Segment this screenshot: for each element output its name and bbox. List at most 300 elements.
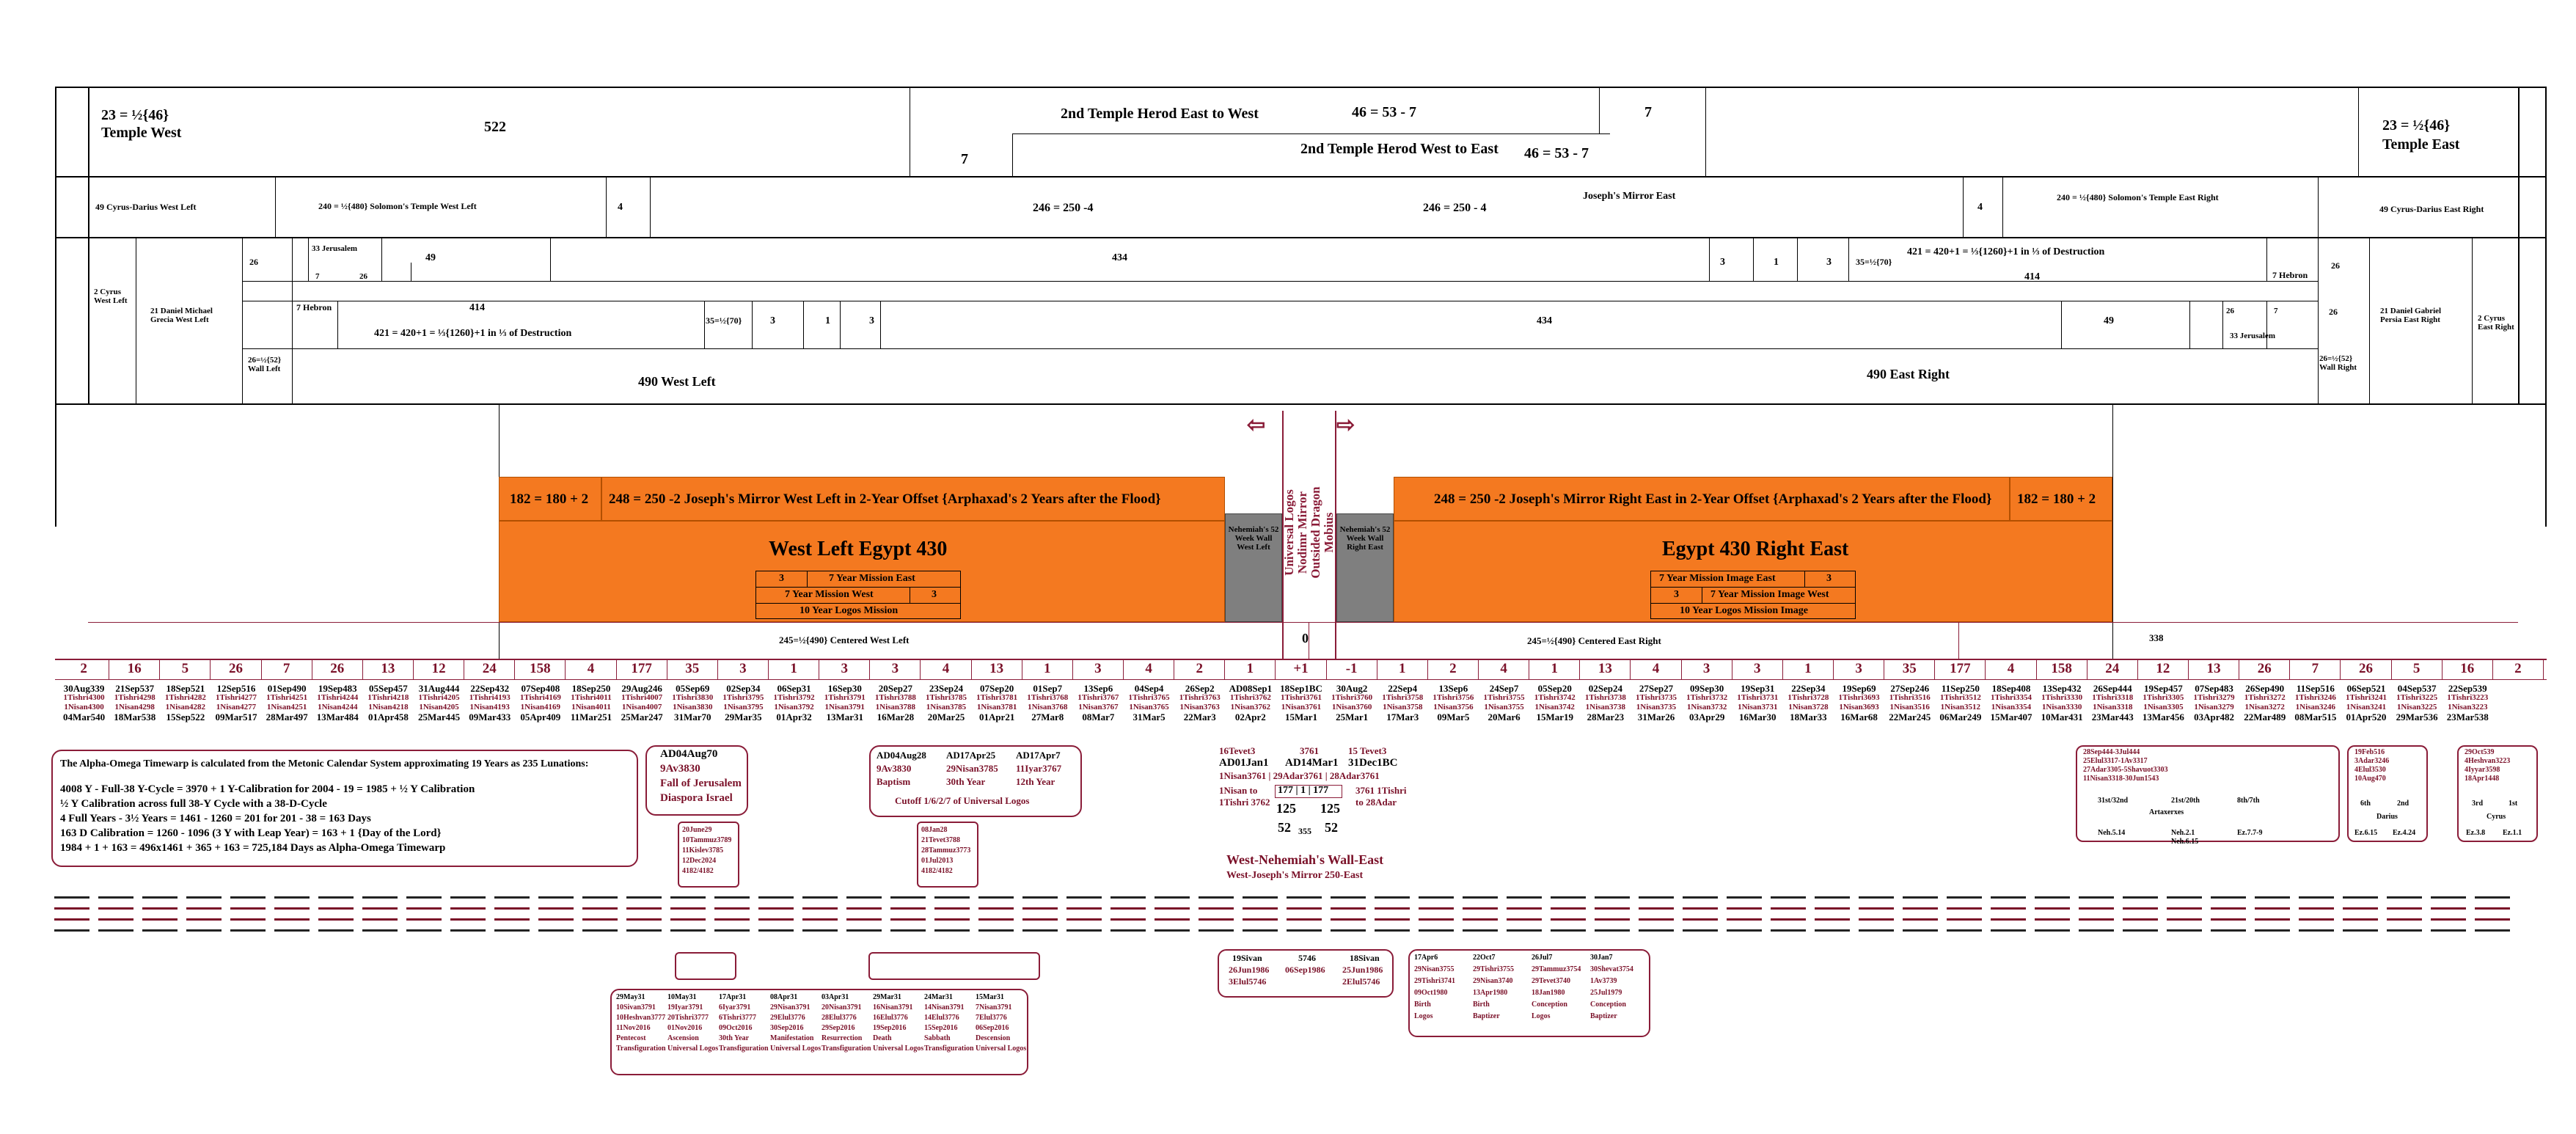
date-column: [1022, 684, 1073, 722]
date-strip-mark: [1595, 929, 1630, 932]
r3-7-a: 7: [315, 272, 320, 281]
darius-year: 6th: [2360, 800, 2371, 808]
date-column: [718, 684, 769, 722]
date-strip-mark: [186, 929, 222, 932]
date-line: 11Sep516: [2296, 683, 2335, 694]
r3-hebron-right: 7 Hebron: [2272, 270, 2308, 280]
date-strip-mark: [538, 907, 574, 910]
r3-490-west: 490 West Left: [638, 374, 716, 389]
date-strip-mark: [1683, 929, 1718, 932]
date-column: [1783, 684, 1834, 722]
artaxerxes-year: 31st/32nd: [2098, 797, 2129, 805]
top-herod-line: [1012, 133, 1610, 134]
mr-image-west: 7 Year Mission Image West: [1710, 589, 1829, 600]
date-line: 1Tishri3742: [1534, 693, 1576, 702]
birth-line: 29Nisan3755: [1414, 965, 1455, 973]
date-line: 25Mar445: [418, 712, 461, 723]
count-cell: 4: [1479, 659, 1529, 679]
r2-246-left: 246 = 250 -4: [1033, 202, 1094, 214]
baptism-c1-0: AD04Aug28: [877, 750, 926, 761]
date-line: 16Sep30: [827, 683, 862, 694]
date-line: 29Mar35: [725, 712, 762, 723]
r3-div-0: [308, 237, 309, 281]
baptism-c1-1: 9Av3830: [877, 763, 912, 774]
artaxerxes-line: 11Nisan3318-30Jun1543: [2083, 775, 2159, 783]
date-column: [312, 684, 363, 722]
baptism-foot: Cutoff 1/6/2/7 of Universal Logos: [895, 795, 1030, 806]
fall-sub-line: 12Dec2024: [682, 857, 717, 865]
pentecost-line: Transfiguration: [924, 1045, 974, 1053]
date-line: 05Apr409: [520, 712, 561, 723]
date-line: 1Nisan3742: [1534, 703, 1575, 712]
birth-line: 09Oct1980: [1414, 989, 1448, 997]
date-line: 31Mar26: [1637, 712, 1675, 723]
date-column: [2138, 684, 2189, 722]
date-strip-mark: [1022, 918, 1058, 921]
date-line: 1Tishri3785: [925, 693, 967, 702]
r3-3-a: 3: [1720, 257, 1725, 268]
sivan-line: 26Jun1986: [1229, 965, 1270, 975]
date-line: 1Tishri4169: [519, 693, 561, 702]
date-strip-mark: [1595, 896, 1630, 899]
date-strip-mark: [1331, 918, 1366, 921]
r3-434-a: 434: [1112, 252, 1127, 263]
date-line: 1Nisan4298: [114, 703, 155, 712]
pentecost-line: 29Nisan3791: [770, 1003, 811, 1012]
date-line: 1Tishri3223: [2447, 693, 2489, 702]
count-cell: 5: [160, 659, 211, 679]
pentecost-line: Death: [873, 1034, 892, 1042]
r3-destruction-left: 421 = 420+1 = ⅓{1260}+1 in ⅓ of Destruction: [374, 328, 572, 339]
date-strip-mark: [1110, 918, 1146, 921]
date-strip-mark: [2211, 896, 2246, 899]
count-cell: 3: [870, 659, 921, 679]
date-line: 1Tishri3732: [1686, 693, 1728, 702]
date-strip-mark: [802, 929, 838, 932]
info-line6: 1984 + 1 + 163 = 496x1461 + 365 + 163 = 725,184 Days as Alpha-Omega Timewarp: [60, 842, 446, 854]
date-column: [921, 684, 971, 722]
date-strip-mark: [802, 896, 838, 899]
date-line: 1Nisan3693: [1839, 703, 1879, 712]
date-strip-mark: [1287, 896, 1322, 899]
date-strip-mark: [626, 918, 662, 921]
pentecost-line: 15Sep2016: [924, 1024, 958, 1032]
date-strip-mark: [978, 918, 1014, 921]
cb-r6b: 355: [1298, 826, 1311, 836]
date-line: 1Nisan3758: [1383, 703, 1423, 712]
pentecost-line: 29May31: [616, 993, 645, 1001]
date-strip-mark: [1419, 929, 1454, 932]
date-line: 08Mar515: [2294, 712, 2337, 723]
date-line: 1Nisan4007: [621, 703, 662, 712]
date-line: 1Tishri3246: [2294, 693, 2336, 702]
birth-line: 29Nisan3740: [1473, 977, 1513, 985]
count-cell: 2: [1428, 659, 1479, 679]
date-line: 1Tishri3830: [672, 693, 714, 702]
baptism-c3-1: 11Iyar3767: [1016, 763, 1062, 774]
date-line: 02Sep24: [1588, 683, 1622, 694]
pentecost-line: Universal Logos: [873, 1045, 924, 1053]
date-strip-mark: [1903, 929, 1938, 932]
date-strip-mark: [2475, 918, 2510, 921]
mid-centered-east: 245=½{490} Centered East Right: [1527, 635, 1661, 646]
date-strip-mark: [978, 929, 1014, 932]
r3-490-east: 490 East Right: [1867, 367, 1950, 381]
date-line: 1Tishri4007: [621, 693, 663, 702]
r2-246-right: 246 = 250 - 4: [1423, 202, 1487, 214]
date-strip-mark: [582, 896, 618, 899]
date-line: 1Tishri3241: [2345, 693, 2387, 702]
date-strip-mark: [1903, 896, 1938, 899]
info-line1: The Alpha-Omega Timewarp is calculated from the Metonic Calendar System approximating 19 Years as 235 Lunations:: [60, 758, 589, 769]
date-line: 04Mar540: [63, 712, 106, 723]
count-cell: 7: [262, 659, 312, 679]
date-line: 1Nisan4251: [266, 703, 307, 712]
mid-row-line: [88, 622, 2518, 623]
date-column: [1073, 684, 1124, 722]
mr-3b: 3: [1674, 589, 1679, 600]
date-line: 18Sep521: [166, 683, 205, 694]
date-line: 1Nisan3761: [1281, 703, 1322, 712]
count-cell: 4: [921, 659, 971, 679]
ml-logos: 10 Year Logos Mission: [799, 605, 899, 616]
date-line: 13Sep432: [2042, 683, 2082, 694]
date-line: 1Tishri3763: [1179, 693, 1221, 702]
date-strip-mark: [230, 907, 266, 910]
date-line: 1Tishri3305: [2143, 693, 2184, 702]
cb-r4c: 3761 1Tishri to 28Adar: [1355, 785, 1407, 808]
date-column: [1631, 684, 1681, 722]
count-cell: 13: [1580, 659, 1631, 679]
date-line: 19Sep483: [318, 683, 357, 694]
r3-3-b: 3: [1826, 257, 1832, 268]
date-line: 25Mar1: [1336, 712, 1369, 723]
date-strip-mark: [1331, 929, 1366, 932]
date-strip-mark: [1110, 907, 1146, 910]
count-cell: 3: [1073, 659, 1124, 679]
date-line: 1Nisan4205: [419, 703, 459, 712]
count-cell: 16: [109, 659, 160, 679]
date-strip-mark: [758, 896, 794, 899]
birth-line: Baptizer: [1590, 1012, 1617, 1020]
mid-338: 338: [2149, 632, 2164, 643]
pentecost-line: 17Apr31: [719, 993, 747, 1001]
frame-inner-right: [2518, 87, 2520, 403]
fall-l1: AD04Aug70: [660, 748, 718, 760]
r2-four-b: 4: [1977, 202, 1983, 213]
date-strip-mark: [2211, 907, 2246, 910]
date-line: 13Sep6: [1438, 683, 1468, 694]
date-line: 1Tishri4218: [367, 693, 409, 702]
darius-year: 2nd: [2397, 800, 2409, 808]
cyrus-ref: Ez.1.1: [2503, 829, 2522, 837]
date-strip-mark: [98, 907, 133, 910]
pentecost-line: Universal Logos: [770, 1045, 822, 1053]
pentecost-top-box-1: [675, 952, 736, 980]
date-line: 13Mar31: [826, 712, 863, 723]
top-right-label: Temple East: [2382, 136, 2460, 153]
date-strip-mark: [274, 907, 310, 910]
date-strip-mark: [1947, 896, 1982, 899]
date-strip-mark: [1287, 918, 1322, 921]
sivan-line: 06Sep1986: [1285, 965, 1325, 975]
date-column: [1225, 684, 1276, 722]
date-line: 1Nisan4011: [571, 703, 611, 712]
date-strip-mark: [758, 929, 794, 932]
date-strip-mark: [582, 918, 618, 921]
r3-h1: [242, 281, 2318, 282]
date-strip-mark: [670, 918, 706, 921]
pentecost-line: 14Nisan3791: [924, 1003, 965, 1012]
date-line: 07Sep20: [980, 683, 1014, 694]
date-line: 30Aug339: [63, 683, 105, 694]
date-strip-mark: [1991, 907, 2026, 910]
frame-row2-bottom: [55, 237, 2547, 238]
count-cell: 3: [1732, 659, 1783, 679]
date-line: 23Mar443: [2091, 712, 2134, 723]
cb-r3: 1Nisan3761 | 29Adar3761 | 28Adar3761: [1219, 770, 1380, 781]
cb-r1c: 15 Tevet3: [1348, 745, 1387, 756]
date-column: [160, 684, 211, 722]
date-strip-mark: [450, 918, 486, 921]
date-line: 1Nisan3272: [2244, 703, 2285, 712]
date-column: [2087, 684, 2138, 722]
count-row-bottom: [55, 679, 2547, 680]
count-cell: 4: [1631, 659, 1681, 679]
date-strip-mark: [2299, 929, 2334, 932]
r2-div-f: [2318, 176, 2319, 237]
r2-div-b: [606, 176, 607, 237]
mid-left-248: 248 = 250 -2 Joseph's Mirror West Left in 2-Year Offset {Arphaxad's 2 Years after the Flood}: [609, 491, 1161, 507]
date-column: [1682, 684, 1732, 722]
top-div-3: [2358, 87, 2359, 176]
sivan-line: 3Elul5746: [1229, 976, 1267, 987]
date-line: 1Nisan3788: [875, 703, 916, 712]
date-line: 1Tishri3354: [1990, 693, 2032, 702]
date-strip-mark: [1639, 929, 1674, 932]
pentecost-line: Sabbath: [924, 1034, 951, 1042]
birth-line: Logos: [1414, 1012, 1433, 1020]
baptism-c3-2: 12th Year: [1016, 776, 1055, 787]
date-strip-mark: [362, 918, 398, 921]
mid-nehemiah-right: Nehemiah's 52 Week Wall Right East: [1339, 525, 1391, 552]
date-line: 1Tishri4205: [418, 693, 460, 702]
date-strip-mark: [2167, 929, 2202, 932]
date-line: 16Mar30: [1739, 712, 1777, 723]
cb-r2b: AD14Mar1: [1285, 757, 1339, 769]
pentecost-top-box-2: [868, 952, 1040, 980]
date-strip-mark: [1991, 929, 2026, 932]
pentecost-line: Universal Logos: [667, 1045, 719, 1053]
date-column: [667, 684, 718, 722]
date-strip-mark: [890, 918, 926, 921]
date-strip-mark: [1507, 929, 1542, 932]
date-line: 01Apr520: [2346, 712, 2387, 723]
date-strip-mark: [1066, 918, 1102, 921]
info-line3: ½ Y Calibration across full 38-Y Cycle with a 38-D-Cycle: [60, 798, 327, 810]
cb-r1b: 3761: [1300, 745, 1319, 756]
date-line: 1Nisan3279: [2194, 703, 2234, 712]
date-strip-mark: [890, 907, 926, 910]
date-line: 04Sep537: [2397, 683, 2437, 694]
cb-r4b: 177 | 1 | 177: [1278, 785, 1329, 796]
date-strip-mark: [538, 929, 574, 932]
pentecost-line: 6Tishri3777: [719, 1014, 756, 1022]
frame-left: [55, 87, 56, 527]
date-line: 29Mar536: [2396, 712, 2438, 723]
date-line: 1Nisan3795: [723, 703, 764, 712]
date-line: 20Mar6: [1488, 712, 1521, 723]
info-line2: 4008 Y - Full-38 Y-Cycle = 3970 + 1 Y-Calibration for 2004 - 19 = 1985 + ½ Y Calibration: [60, 783, 475, 795]
mid-arrow-right: ⇨: [1336, 413, 1355, 437]
darius-line: 10Aug470: [2354, 775, 2386, 783]
date-line: 30Aug2: [1336, 683, 1368, 694]
date-column: [769, 684, 819, 722]
pentecost-line: 11Nov2016: [616, 1024, 651, 1032]
date-column: [1529, 684, 1580, 722]
date-line: 15Mar19: [1536, 712, 1573, 723]
mid-center-vertical: Universal Logos Nodimr Mirror Outsided Dragon Mobius: [1282, 486, 1336, 579]
date-strip-mark: [1859, 929, 1894, 932]
date-strip-mark: [2035, 918, 2070, 921]
artaxerxes-ref: Neh.2.1: [2171, 829, 2195, 837]
date-strip-mark: [2343, 907, 2378, 910]
date-column: [464, 684, 515, 722]
top-herod-46-a: 46 = 53 - 7: [1352, 104, 1417, 120]
date-strip-mark: [1727, 907, 1762, 910]
pentecost-line: 7Elul3776: [976, 1014, 1007, 1022]
date-column: [819, 684, 870, 722]
r3-div-10: [337, 301, 338, 348]
date-line: 05Sep69: [676, 683, 710, 694]
count-cell: 7: [2290, 659, 2341, 679]
r3-frac35-a: 35=½{70}: [1856, 257, 1892, 267]
date-line: 1Tishri3788: [874, 693, 916, 702]
date-line: 09Mar433: [469, 712, 511, 723]
r3-26-b: 26: [359, 272, 367, 281]
date-line: 26Sep2: [1185, 683, 1215, 694]
count-cell: 13: [972, 659, 1022, 679]
r3-49-a: 49: [425, 252, 436, 263]
count-cell: 158: [2037, 659, 2087, 679]
date-line: 1Nisan3785: [926, 703, 967, 712]
r3-div-1: [381, 237, 382, 281]
date-line: 1Nisan3732: [1686, 703, 1727, 712]
count-cell: 26: [312, 659, 363, 679]
r3-26-c: 26: [2331, 260, 2340, 271]
birth-line: 25Jul1979: [1590, 989, 1622, 997]
date-strip-mark: [890, 896, 926, 899]
r3-div-9: [292, 301, 293, 348]
date-line: 1Tishri3330: [2041, 693, 2083, 702]
r3-div-3: [550, 237, 551, 281]
date-strip-mark: [802, 907, 838, 910]
date-line: 01Sep490: [267, 683, 307, 694]
date-strip-mark: [934, 896, 970, 899]
r3-daniel-right: 21 Daniel Gabriel Persia East Right: [2380, 307, 2442, 324]
date-line: 1Nisan3330: [2041, 703, 2082, 712]
date-strip-mark: [406, 907, 442, 910]
date-strip-mark: [1595, 918, 1630, 921]
birth-line: 18Jan1980: [1532, 989, 1565, 997]
r3-div-7: [1848, 237, 1849, 281]
count-cell: 13: [2189, 659, 2239, 679]
top-herod-vert: [1012, 133, 1013, 176]
date-strip-mark: [670, 929, 706, 932]
date-strip-mark: [1551, 907, 1586, 910]
fall-sub-line: 4182/4182: [682, 867, 714, 875]
r3-jerusalem-left: 33 Jerusalem: [312, 244, 358, 253]
top-herod-box: [1599, 87, 1600, 133]
r3-wall-left: 26=½{52} Wall Left: [248, 356, 282, 373]
date-line: 31Mar5: [1133, 712, 1166, 723]
pentecost-line: 03Apr31: [822, 993, 849, 1001]
date-strip-mark: [406, 896, 442, 899]
date-column: [617, 684, 667, 722]
date-strip-mark: [1551, 918, 1586, 921]
pentecost-line: 19Iyar3791: [667, 1003, 703, 1012]
fall-sub-line: 11Kislev3785: [682, 846, 724, 855]
date-strip-mark: [1243, 907, 1278, 910]
date-strip-mark: [2431, 896, 2466, 899]
date-strip-mark: [494, 896, 530, 899]
date-strip-mark: [2167, 896, 2202, 899]
date-strip-mark: [1595, 907, 1630, 910]
pentecost-line: 10Sivan3791: [616, 1003, 656, 1012]
date-strip-mark: [1639, 896, 1674, 899]
pentecost-line: 16Nisan3791: [873, 1003, 913, 1012]
fall-l4: Diaspora Israel: [660, 792, 733, 804]
pentecost-line: 7Nisan3791: [976, 1003, 1012, 1012]
date-line: 01Sep7: [1033, 683, 1063, 694]
date-line: 29Aug246: [621, 683, 662, 694]
birth-line: Baptizer: [1473, 1012, 1500, 1020]
date-strip-mark: [1463, 896, 1498, 899]
date-line: 25Mar247: [621, 712, 663, 723]
date-line: 1Tishri3792: [773, 693, 815, 702]
date-line: 1Tishri3756: [1432, 693, 1474, 702]
date-column: [1174, 684, 1225, 722]
date-strip-mark: [1859, 907, 1894, 910]
birth-line: 13Apr1980: [1473, 989, 1508, 997]
date-line: 20Sep27: [878, 683, 912, 694]
artaxerxes-line: 25Elul3317-1Av3317: [2083, 757, 2148, 765]
artaxerxes-ref: Neh.5.14: [2098, 829, 2126, 837]
sivan-line: 2Elul5746: [1342, 976, 1380, 987]
date-line: 23Sep24: [929, 683, 964, 694]
date-line: 28Mar23: [1587, 712, 1625, 723]
date-line: 03Apr29: [1688, 712, 1725, 723]
cb-subtitle: West-Joseph's Mirror 250-East: [1226, 870, 1364, 881]
date-column: [211, 684, 261, 722]
date-strip-mark: [1199, 907, 1234, 910]
date-strip-mark: [1375, 929, 1410, 932]
top-522: 522: [484, 119, 506, 135]
sivan-line: 25Jun1986: [1342, 965, 1383, 975]
date-line: 13Mar456: [2142, 712, 2184, 723]
date-strip-mark: [2211, 929, 2246, 932]
date-column: [566, 684, 616, 722]
frame-top: [55, 87, 2547, 88]
date-line: AD08Sep1: [1229, 683, 1273, 694]
r3-26-e: 26: [2329, 307, 2338, 317]
date-line: 1Nisan3223: [2448, 703, 2488, 712]
cyrus-line: 18Apr1448: [2465, 775, 2500, 783]
r3-3-c: 3: [770, 315, 775, 326]
pentecost-line: 6Iyar3791: [719, 1003, 751, 1012]
date-strip-mark: [582, 907, 618, 910]
count-cell: 177: [1935, 659, 1986, 679]
